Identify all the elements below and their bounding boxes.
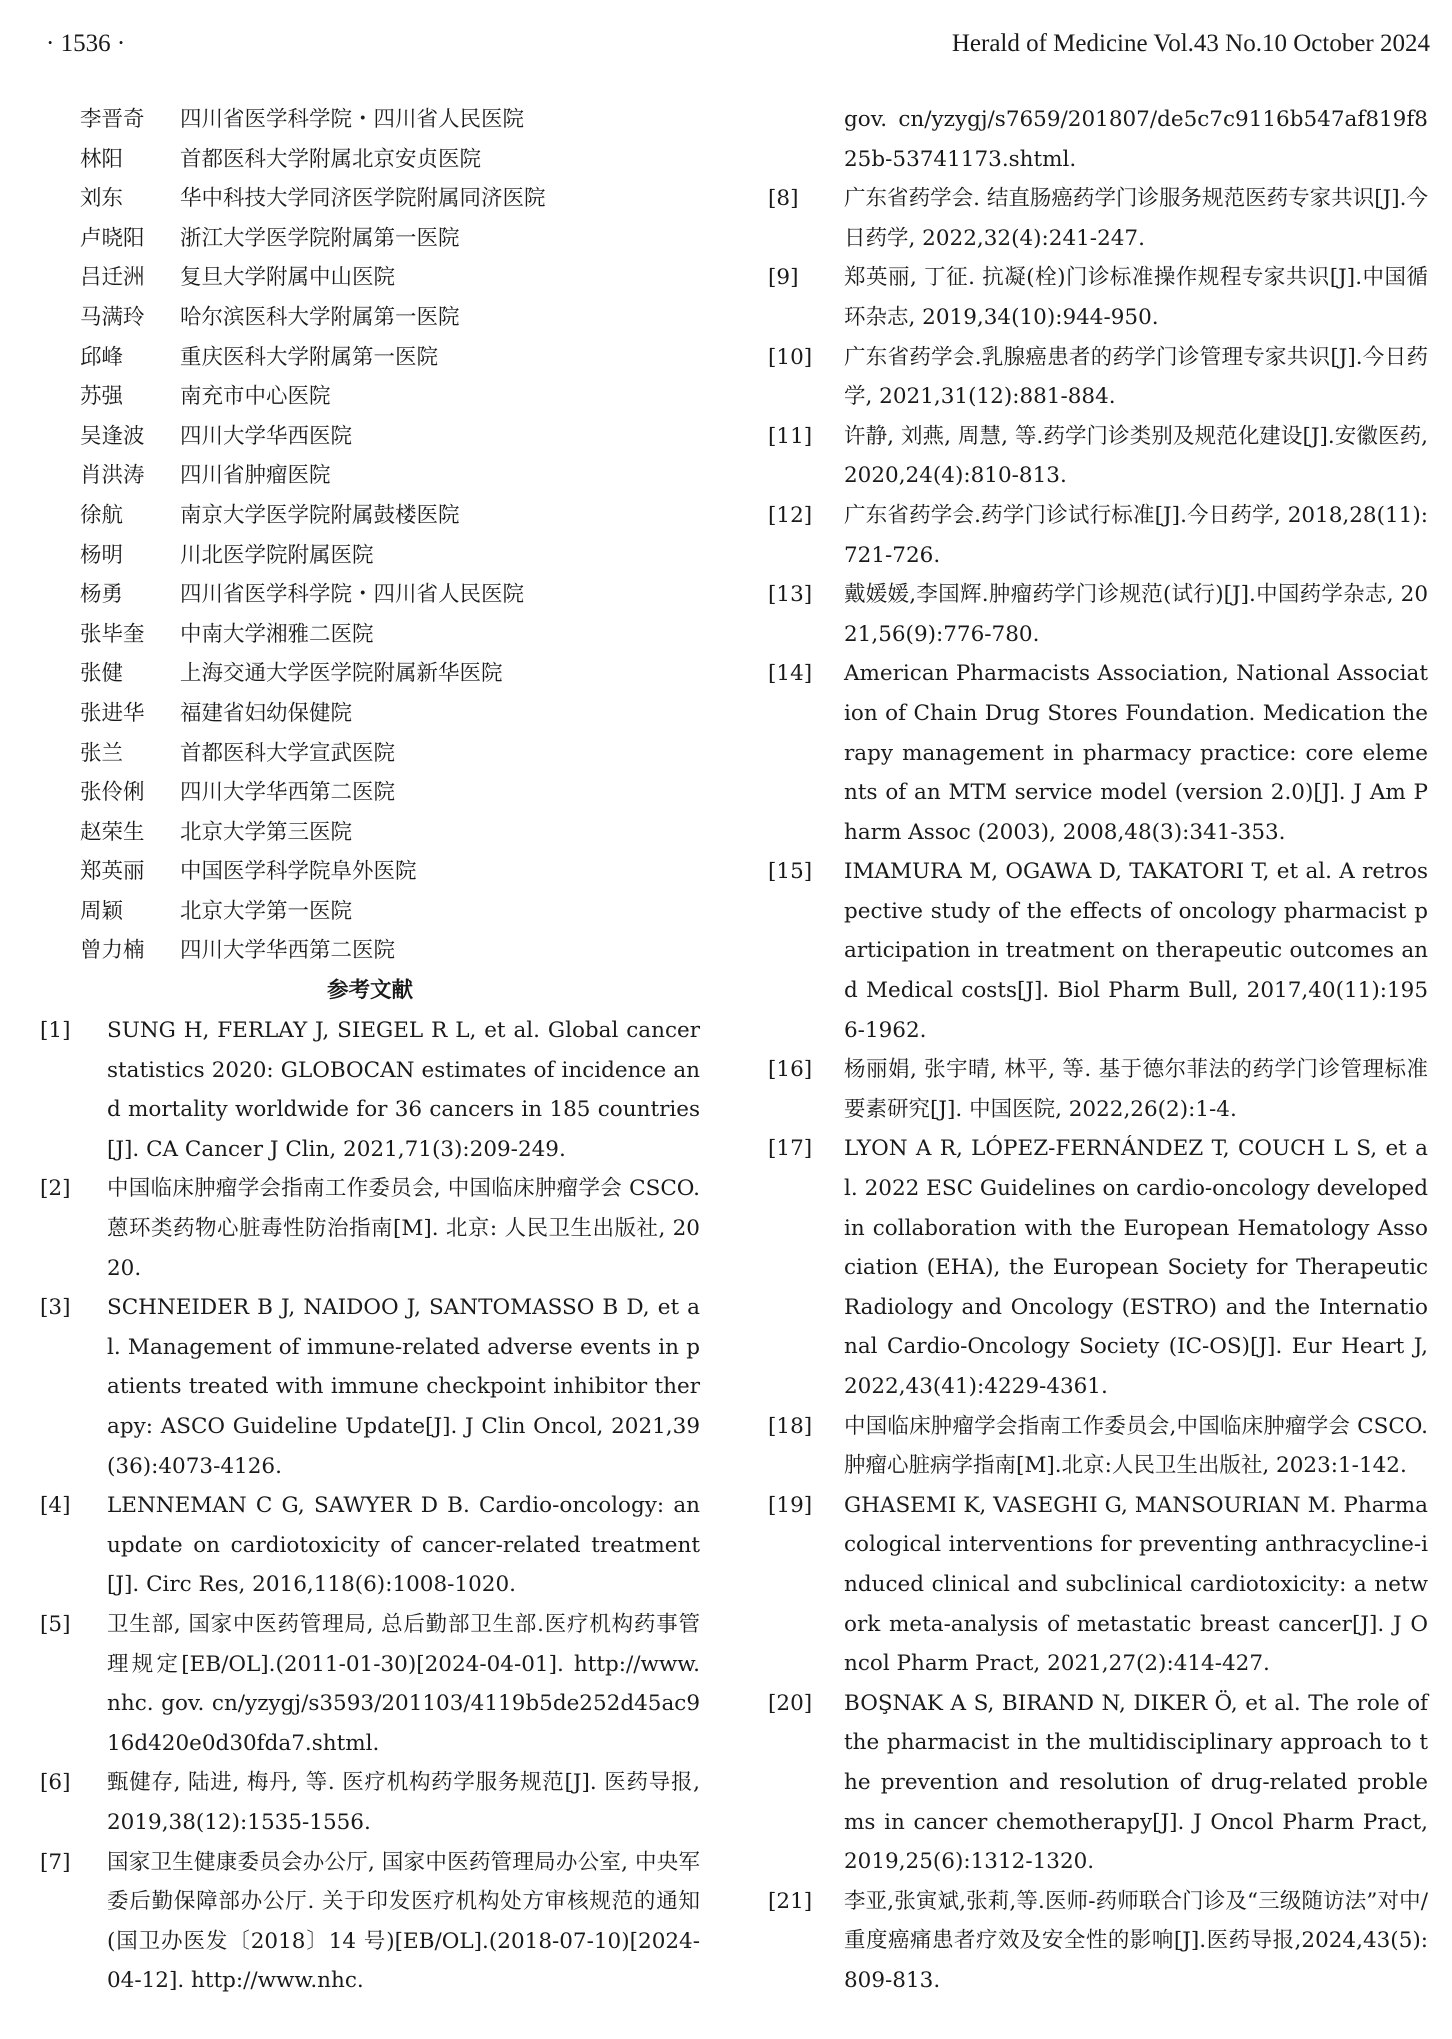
expert-name: 张毕奎 [80,621,145,647]
expert-list [40,100,700,971]
expert-row [40,258,700,298]
reference-text: 戴媛媛,李国辉.肿瘤药学门诊规范(试行)[J].中国药学杂志, 2021,56(9):776-780. [844,582,1428,647]
reference-text: 广东省药学会. 结直肠癌药学门诊服务规范医药专家共识[J].今日药学, 2022,32(4):241-247. [844,186,1428,251]
expert-institution: 北京大学第一医院 [180,898,353,924]
expert-row [40,298,700,338]
reference-text: BOŞNAK A S, BIRAND N, DIKER Ö, et al. The role of the pharmacist in the multidisciplinary approach to the prevention and resolution of drug-related problems in cancer chemotherapy[J]. J Oncol Pharm Pract, 2019,25(6):1312-1320. [844,1690,1428,1875]
reference-number: [2] [40,1176,71,1202]
reference-item [768,852,1428,1050]
expert-institution: 首都医科大学附属北京安贞医院 [180,146,482,172]
reference-item [40,1605,700,1763]
expert-name: 徐航 [80,502,124,528]
expert-name: 张兰 [80,740,124,766]
reference-7-continuation: gov. cn/yzygj/s7659/201807/de5c7c9116b547af819f825b-53741173.shtml. [844,107,1428,172]
reference-item [768,1407,1428,1486]
expert-row [40,100,700,140]
expert-name: 张伶俐 [80,780,145,806]
reference-item [768,496,1428,575]
expert-institution: 中南大学湘雅二医院 [180,621,374,647]
reference-text: 国家卫生健康委员会办公厅, 国家中医药管理局办公室, 中央军委后勤保障部办公厅. 关于印发医疗机构处方审核规范的通知(国卫办医发〔2018〕14 号)[EB/OL].(2018-07-10)[2024-04-12]. http://www.nhc. [107,1849,700,1994]
expert-name: 杨明 [80,542,124,568]
reference-text: 郑英丽, 丁征. 抗凝(栓)门诊标准操作规程专家共识[J].中国循环杂志, 2019,34(10):944-950. [844,265,1428,330]
reference-item [40,1288,700,1486]
expert-name: 林阳 [80,146,124,172]
expert-institution: 北京大学第三医院 [180,819,353,845]
expert-institution: 哈尔滨医科大学附属第一医院 [180,304,460,330]
expert-row [40,536,700,576]
page-number: · 1536 · [46,30,126,57]
expert-name: 张进华 [80,700,145,726]
reference-text: 卫生部, 国家中医药管理局, 总后勤部卫生部.医疗机构药事管理规定[EB/OL].(2011-01-30)[2024-04-01]. http://www. nhc. gov. cn/yzygj/s3593/201103/4119b5de252d45ac916d420e0d30fda7.shtml. [107,1611,700,1756]
expert-row [40,456,700,496]
journal-info: Herald of Medicine Vol.43 No.10 October 2024 [951,30,1430,57]
expert-row [40,496,700,536]
reference-text: LYON A R, LÓPEZ-FERNÁNDEZ T, COUCH L S, et al. 2022 ESC Guidelines on cardio-oncology developed in collaboration with the European Hematology Association (EHA), the European Society for Therapeutic Radiology and Oncology (ESTRO) and the International Cardio-Oncology Society (IC-OS)[J]. Eur Heart J, 2022,43(41):4229-4361. [844,1136,1428,1399]
reference-item [768,1129,1428,1406]
reference-number: [1] [40,1018,71,1044]
right-column [768,100,1428,2001]
expert-name: 周颖 [80,898,124,924]
expert-institution: 四川大学华西第二医院 [180,780,396,806]
reference-item [768,1684,1428,1882]
expert-institution: 华中科技大学同济医学院附属同济医院 [180,186,546,212]
reference-text: GHASEMI K, VASEGHI G, MANSOURIAN M. Pharmacological interventions for preventing anthracycline-induced clinical and subclinical cardiotoxicity: a network meta-analysis of metastatic breast cancer[J]. J Oncol Pharm Pract, 2021,27(2):414-427. [844,1492,1428,1677]
expert-row [40,219,700,259]
expert-row [40,140,700,180]
expert-name: 吴逢波 [80,423,145,449]
reference-number: [5] [40,1611,71,1637]
expert-row [40,813,700,853]
expert-name: 李晋奇 [80,107,145,132]
expert-row [40,852,700,892]
expert-name: 卢晓阳 [80,225,145,251]
expert-name: 肖洪涛 [80,463,145,489]
expert-name: 张健 [80,661,124,687]
reference-item [768,338,1428,417]
expert-row [40,179,700,219]
reference-number: [7] [40,1849,71,1875]
reference-number: [9] [768,265,799,291]
expert-row [40,734,700,774]
expert-institution: 浙江大学医学院附属第一医院 [180,225,460,251]
expert-name: 曾力楠 [80,938,145,964]
expert-row [40,575,700,615]
reference-number: [14] [768,661,813,687]
reference-text: 中国临床肿瘤学会指南工作委员会,中国临床肿瘤学会 CSCO. 肿瘤心脏病学指南[M].北京:人民卫生出版社, 2023:1-142. [844,1413,1428,1479]
reference-number: [11] [768,423,813,449]
expert-row [40,694,700,734]
reference-list-right [768,179,1428,2000]
reference-item [768,575,1428,654]
reference-item [40,1486,700,1605]
expert-row [40,417,700,457]
reference-number: [12] [768,502,813,528]
reference-text: 许静, 刘燕, 周慧, 等.药学门诊类别及规范化建设[J].安徽医药, 2020,24(4):810-813. [844,423,1428,489]
reference-number: [16] [768,1057,813,1083]
reference-text: SCHNEIDER B J, NAIDOO J, SANTOMASSO B D, et al. Management of immune-related adverse events in patients treated with immune checkpoint inhibitor therapy: ASCO Guideline Update[J]. J Clin Oncol, 2021,39(36):4073-4126. [107,1295,700,1479]
reference-text: American Pharmacists Association, National Association of Chain Drug Stores Foundation. Medication therapy management in pharmacy practice: core elements of an MTM service model (version 2.0)[J]. J Am Pharm Assoc (2003), 2008,48(3):341-353. [844,661,1428,845]
expert-institution: 南京大学医学院附属鼓楼医院 [180,502,460,528]
reference-text: 广东省药学会.药学门诊试行标准[J].今日药学, 2018,28(11):721-726. [844,502,1428,568]
reference-number: [20] [768,1690,813,1716]
expert-institution: 四川省医学科学院・四川省人民医院 [180,107,525,132]
reference-text: 广东省药学会.乳腺癌患者的药学门诊管理专家共识[J].今日药学, 2021,31(12):881-884. [844,344,1428,410]
expert-row [40,931,700,971]
reference-number: [8] [768,186,799,212]
expert-institution: 四川大学华西第二医院 [180,938,396,964]
reference-text: 甄健存, 陆进, 梅丹, 等. 医疗机构药学服务规范[J]. 医药导报, 2019,38(12):1535-1556. [107,1770,700,1835]
reference-text: 中国临床肿瘤学会指南工作委员会, 中国临床肿瘤学会 CSCO. 蒽环类药物心脏毒性防治指南[M]. 北京: 人民卫生出版社, 2020. [107,1176,700,1281]
expert-name: 邱峰 [80,344,124,370]
reference-number: [17] [768,1136,813,1162]
expert-institution: 首都医科大学宣武医院 [180,740,396,766]
reference-item [768,1882,1428,2001]
reference-number: [21] [768,1888,813,1914]
expert-institution: 重庆医科大学附属第一医院 [180,344,439,370]
reference-number: [13] [768,582,813,608]
reference-item [40,1169,700,1288]
expert-name: 赵荣生 [80,819,145,845]
expert-name: 马满玲 [80,304,145,330]
reference-text: 李亚,张寅斌,张莉,等.医师-药师联合门诊及“三级随访法”对中/重度癌痛患者疗效及安全性的影响[J].医药导报,2024,43(5):809-813. [844,1888,1428,1993]
left-column [40,100,700,2001]
expert-row [40,377,700,417]
reference-item [768,1050,1428,1129]
expert-institution: 四川省医学科学院・四川省人民医院 [180,582,525,608]
expert-institution: 川北医学院附属医院 [180,542,374,568]
reference-number: [15] [768,859,813,885]
reference-list-left [40,1011,700,2001]
expert-name: 吕迁洲 [80,265,145,291]
expert-institution: 四川大学华西医院 [180,423,353,449]
expert-institution: 四川省肿瘤医院 [180,463,331,489]
reference-item [40,1763,700,1842]
expert-institution: 上海交通大学医学院附属新华医院 [180,661,503,687]
expert-row [40,773,700,813]
expert-row [40,615,700,655]
reference-number: [3] [40,1295,71,1321]
expert-name: 杨勇 [80,582,124,608]
reference-text: IMAMURA M, OGAWA D, TAKATORI T, et al. A retrospective study of the effects of oncology pharmacist participation in treatment on therapeutic outcomes and Medical costs[J]. Biol Pharm Bull, 2017,40(11):1956-1962. [844,859,1428,1043]
reference-item [768,654,1428,852]
reference-number: [19] [768,1492,813,1518]
reference-item [768,179,1428,258]
reference-item [768,1486,1428,1684]
expert-name: 郑英丽 [80,859,145,885]
expert-name: 刘东 [80,186,124,212]
reference-text: SUNG H, FERLAY J, SIEGEL R L, et al. Global cancer statistics 2020: GLOBOCAN estimates of incidence and mortality worldwide for 36 cancers in 185 countries[J]. CA Cancer J Clin, 2021,71(3):209-249. [107,1018,700,1162]
page-header [46,26,1430,62]
reference-number: [10] [768,344,813,370]
reference-item [40,1011,700,1169]
expert-row [40,338,700,378]
reference-number: [4] [40,1493,71,1519]
expert-institution: 福建省妇幼保健院 [180,700,353,726]
reference-number: [18] [768,1413,813,1439]
expert-row [40,654,700,694]
reference-text: 杨丽娟, 张宇晴, 林平, 等. 基于德尔菲法的药学门诊管理标准要素研究[J]. 中国医院, 2022,26(2):1-4. [844,1057,1428,1122]
reference-number: [6] [40,1770,71,1796]
expert-institution: 中国医学科学院阜外医院 [180,859,417,885]
references-title: 参考文献 [326,978,413,1004]
expert-row [40,892,700,932]
reference-item [768,417,1428,496]
expert-institution: 复旦大学附属中山医院 [180,265,396,291]
reference-text: LENNEMAN C G, SAWYER D B. Cardio-oncology: an update on cardiotoxicity of cancer-related treatment[J]. Circ Res, 2016,118(6):1008-1020. [107,1493,700,1598]
expert-name: 苏强 [80,384,124,410]
expert-institution: 南充市中心医院 [180,384,331,410]
reference-item [768,258,1428,337]
reference-item [40,1843,700,2001]
